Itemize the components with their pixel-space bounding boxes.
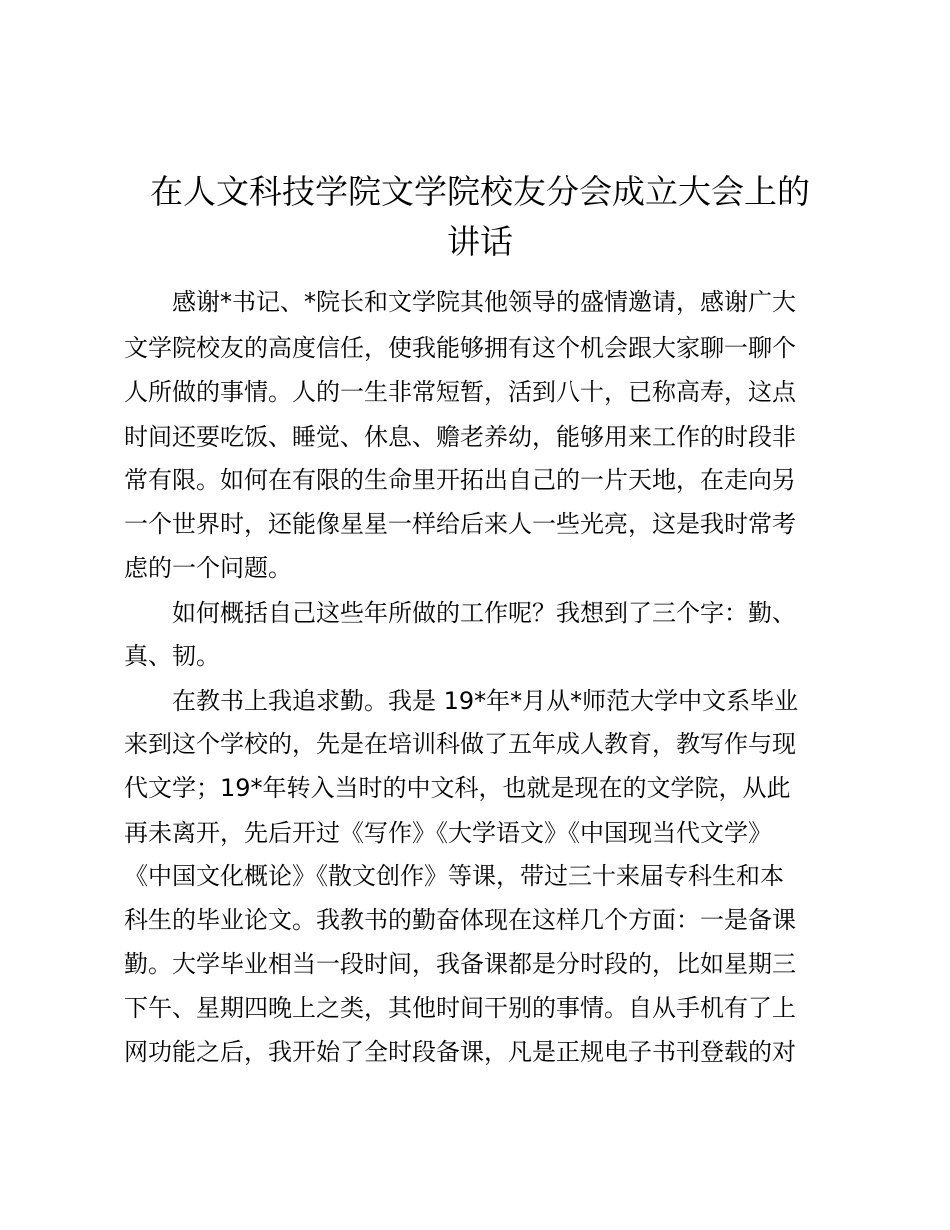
body-line: 人所做的事情。人的一生非常短暂，活到八十，已称高寿，这点 [124,378,796,406]
body-line: 虑的一个问题。 [124,554,292,582]
body-line: 真、韧。 [124,642,220,670]
document-title-line-1: 在人文科技学院文学院校友分会成立大会上的 [150,172,810,211]
document-title-line-2: 讲话 [447,222,513,261]
body-line: 再未离开，先后开过《写作》《大学语文》《中国现当代文学》 [124,819,772,847]
body-line: 勤。大学毕业相当一段时间，我备课都是分时段的，比如星期三 [124,950,796,978]
body-line: 在教书上我追求勤。我是 19*年*月从*师范大学中文系毕业 [172,687,799,715]
body-line: 常有限。如何在有限的生命里开拓出自己的一片天地，在走向另 [124,466,796,494]
body-line: 时间还要吃饭、睡觉、休息、赡老养幼，能够用来工作的时段非 [124,423,796,451]
body-line: 《中国文化概论》《散文创作》等课，带过三十来届专科生和本 [124,862,784,890]
body-line: 下午、星期四晚上之类，其他时间干别的事情。自从手机有了上 [124,994,796,1022]
body-line: 一个世界时，还能像星星一样给后来人一些光亮，这是我时常考 [124,510,796,538]
body-line: 感谢*书记、*院长和文学院其他领导的盛情邀请，感谢广大 [172,288,796,316]
body-line: 代文学；19*年转入当时的中文科，也就是现在的文学院，从此 [124,774,791,802]
body-line: 如何概括自己这些年所做的工作呢？我想到了三个字：勤、 [172,599,796,627]
body-line: 文学院校友的高度信任，使我能够拥有这个机会跟大家聊一聊个 [124,334,796,362]
body-line: 网功能之后，我开始了全时段备课，凡是正规电子书刊登载的对 [124,1038,796,1066]
body-line: 来到这个学校的，先是在培训科做了五年成人教育，教写作与现 [124,730,796,758]
body-line: 科生的毕业论文。我教书的勤奋体现在这样几个方面：一是备课 [124,906,796,934]
